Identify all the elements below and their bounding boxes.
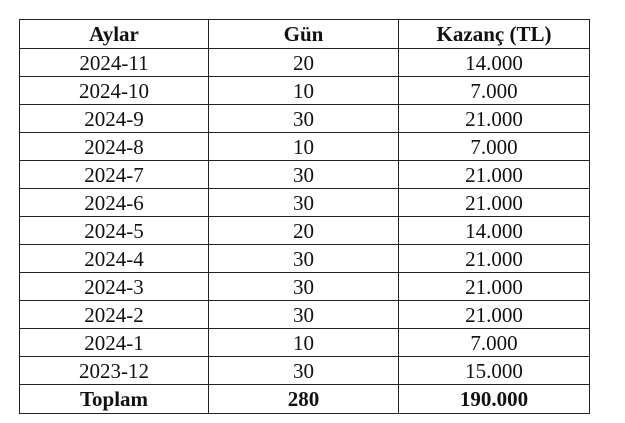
earnings-cell: 21.000 — [399, 245, 590, 273]
days-cell: 30 — [209, 245, 399, 273]
table-row — [20, 217, 590, 245]
earnings-table — [19, 19, 590, 414]
days-cell: 10 — [209, 77, 399, 105]
earnings-cell: 14.000 — [399, 49, 590, 77]
earnings-cell: 7.000 — [399, 329, 590, 357]
table-row — [20, 77, 590, 105]
table-row — [20, 161, 590, 189]
header-days: Gün — [209, 20, 399, 49]
month-cell: 2024-10 — [20, 77, 209, 105]
days-cell: 30 — [209, 357, 399, 385]
header-row — [20, 20, 590, 49]
total-label: Toplam — [20, 385, 209, 414]
earnings-cell: 21.000 — [399, 161, 590, 189]
earnings-cell: 14.000 — [399, 217, 590, 245]
days-cell: 10 — [209, 133, 399, 161]
month-cell: 2024-7 — [20, 161, 209, 189]
table-body — [20, 49, 590, 385]
month-cell: 2024-1 — [20, 329, 209, 357]
table-row — [20, 189, 590, 217]
table-row — [20, 329, 590, 357]
days-cell: 20 — [209, 217, 399, 245]
header-earnings: Kazanç (TL) — [399, 20, 590, 49]
days-cell: 30 — [209, 105, 399, 133]
earnings-cell: 21.000 — [399, 301, 590, 329]
days-cell: 30 — [209, 273, 399, 301]
month-cell: 2024-2 — [20, 301, 209, 329]
table-row — [20, 49, 590, 77]
days-cell: 20 — [209, 49, 399, 77]
table-row — [20, 301, 590, 329]
month-cell: 2024-5 — [20, 217, 209, 245]
earnings-cell: 21.000 — [399, 189, 590, 217]
month-cell: 2024-8 — [20, 133, 209, 161]
table-row — [20, 245, 590, 273]
days-cell: 30 — [209, 301, 399, 329]
days-cell: 30 — [209, 189, 399, 217]
earnings-cell: 7.000 — [399, 77, 590, 105]
month-cell: 2024-4 — [20, 245, 209, 273]
month-cell: 2024-3 — [20, 273, 209, 301]
total-earnings: 190.000 — [399, 385, 590, 414]
header-months: Aylar — [20, 20, 209, 49]
earnings-cell: 7.000 — [399, 133, 590, 161]
days-cell: 10 — [209, 329, 399, 357]
month-cell: 2024-6 — [20, 189, 209, 217]
earnings-cell: 21.000 — [399, 105, 590, 133]
table-row — [20, 133, 590, 161]
table-row — [20, 357, 590, 385]
days-cell: 30 — [209, 161, 399, 189]
earnings-cell: 21.000 — [399, 273, 590, 301]
month-cell: 2023-12 — [20, 357, 209, 385]
table-row — [20, 105, 590, 133]
month-cell: 2024-9 — [20, 105, 209, 133]
month-cell: 2024-11 — [20, 49, 209, 77]
total-days: 280 — [209, 385, 399, 414]
table-row — [20, 273, 590, 301]
earnings-cell: 15.000 — [399, 357, 590, 385]
total-row — [20, 385, 590, 414]
